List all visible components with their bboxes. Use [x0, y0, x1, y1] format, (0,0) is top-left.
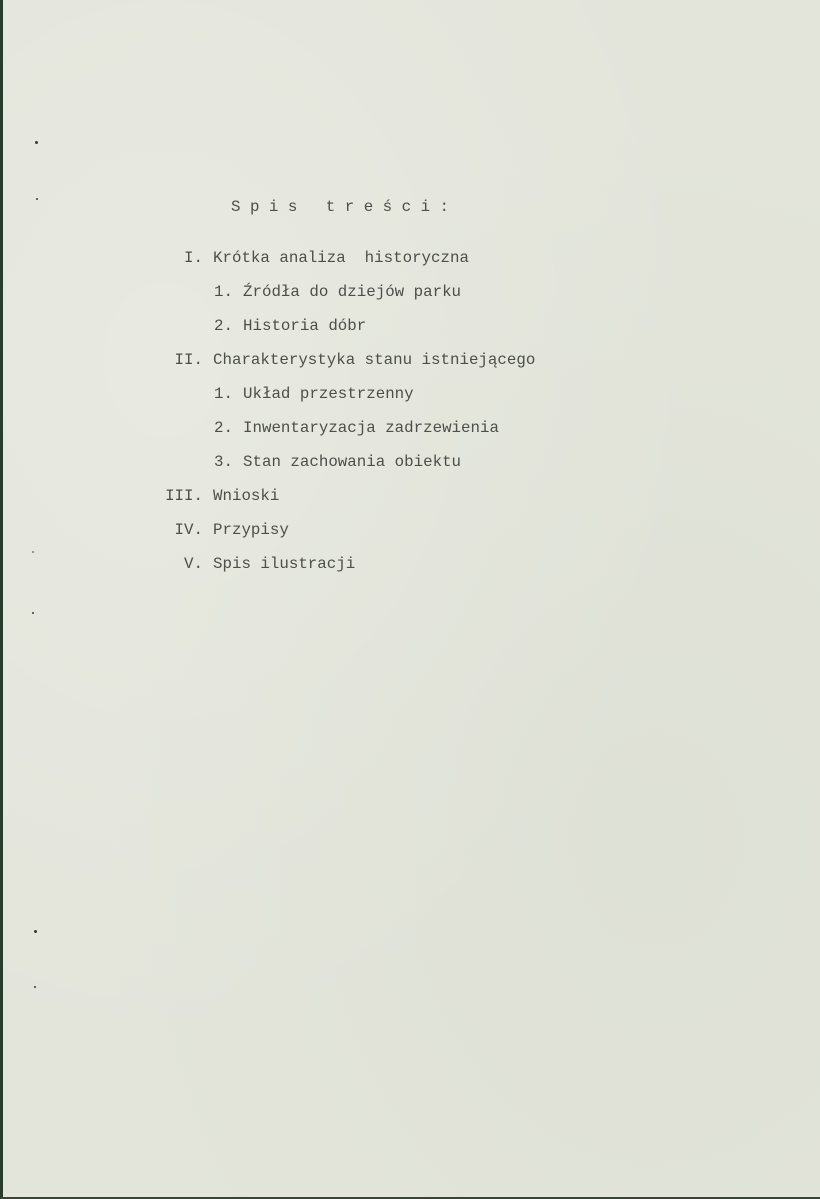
toc-entry: Układ przestrzenny	[243, 385, 414, 403]
margin-mark	[34, 930, 37, 933]
scan-edge-left	[0, 0, 3, 1199]
toc-entry: Przypisy	[213, 521, 289, 539]
toc-entry: Inwentaryzacja zadrzewienia	[243, 419, 499, 437]
toc-number: I.	[184, 249, 203, 267]
toc-entry: Historia dóbr	[243, 317, 367, 335]
margin-mark	[32, 612, 34, 614]
toc-number: 2.	[214, 317, 233, 335]
toc-entry: Stan zachowania obiektu	[243, 453, 462, 471]
toc-number: 1.	[214, 283, 233, 301]
toc-entry: Źródła do dziejów parku	[243, 283, 462, 301]
toc-number: IV.	[174, 521, 203, 539]
margin-mark	[34, 986, 36, 988]
toc-entry: Spis ilustracji	[213, 555, 356, 573]
toc-number: III.	[165, 487, 203, 505]
toc-entry: Krótka analiza historyczna	[213, 249, 469, 267]
toc-entry: Wnioski	[213, 487, 280, 505]
margin-mark	[35, 141, 38, 144]
toc-number: V.	[184, 555, 203, 573]
toc-number: 3.	[214, 453, 233, 471]
margin-mark	[36, 198, 38, 200]
toc-number: II.	[174, 351, 203, 369]
toc-number: 2.	[214, 419, 233, 437]
margin-mark	[32, 551, 34, 553]
toc-entry: Charakterystyka stanu istniejącego	[213, 351, 536, 369]
toc-title: S p i s t r e ś c i :	[231, 198, 450, 216]
toc-number: 1.	[214, 385, 233, 403]
